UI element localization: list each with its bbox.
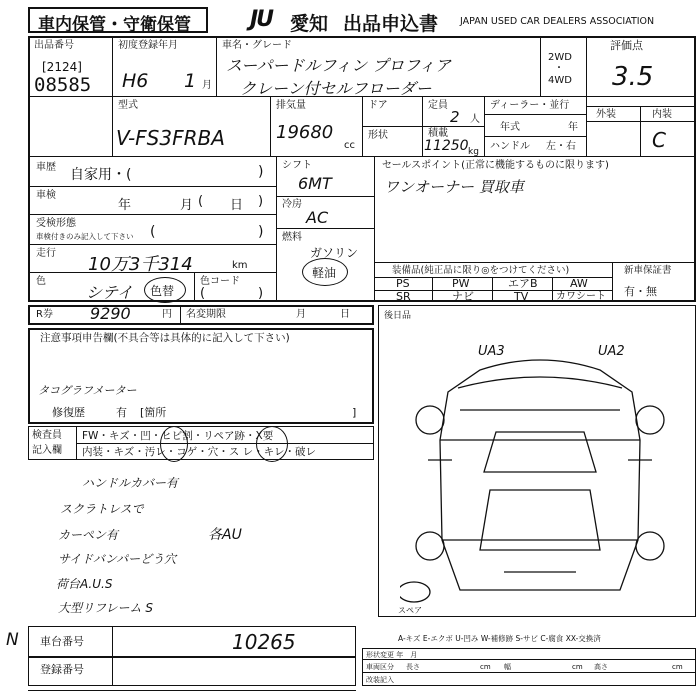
first-reg-month: 1 bbox=[184, 70, 197, 92]
remark-3: カーペン有 bbox=[58, 528, 119, 542]
equip-pw: PW bbox=[452, 277, 470, 290]
name-change-label: 名変期限 bbox=[186, 309, 226, 320]
drive-4wd: 4WD bbox=[548, 75, 572, 86]
rear-seat-label: 後日品 bbox=[384, 311, 412, 321]
model-value: V-FS3FRBA bbox=[116, 126, 225, 150]
dims-fix-label: 車両区分 bbox=[366, 663, 394, 671]
assoc-name: JAPAN USED CAR DEALERS ASSOCIATION bbox=[460, 16, 655, 27]
load-label: 積載 bbox=[428, 128, 448, 139]
equip-ps: PS bbox=[396, 277, 410, 290]
mileage-unit: km bbox=[232, 260, 248, 271]
remark-1: ハンドルカバー有 bbox=[82, 476, 179, 490]
dims-width-label: 幅 bbox=[504, 663, 511, 671]
car-name-line1: スーパードルフィン プロフィア bbox=[226, 56, 451, 75]
drive-2wd: 2WD bbox=[548, 52, 572, 63]
car-name-label: 車名・グレード bbox=[222, 40, 292, 51]
displacement-unit: cc bbox=[344, 140, 355, 151]
registration-label: 登録番号 bbox=[40, 663, 84, 676]
inspection-month: 月 bbox=[180, 198, 194, 213]
capacity-value: 2 bbox=[450, 108, 460, 126]
handle-options: 左・右 bbox=[546, 141, 576, 152]
doc-title: 出品申込書 bbox=[343, 13, 439, 35]
year-label: 年式 bbox=[500, 122, 520, 133]
spare-label: スペア bbox=[398, 606, 422, 615]
repair-location: [箇所 bbox=[140, 406, 167, 419]
rating-ext-label: 外装 bbox=[596, 109, 616, 120]
mileage-label: 走行 bbox=[36, 248, 56, 259]
dims-revision-label: 改装記入 bbox=[366, 676, 394, 684]
color-code-label: 色コード bbox=[200, 276, 240, 287]
inspection-year: 年 bbox=[118, 198, 132, 213]
inspection-paren-open: ( bbox=[198, 194, 204, 209]
storage-note: 車内保管・守衛保管 bbox=[38, 15, 191, 35]
selling-point-value: ワンオーナー 買取車 bbox=[384, 178, 524, 196]
equip-navi: ナビ bbox=[452, 290, 474, 303]
shape-label: 形状 bbox=[368, 130, 388, 141]
lot-label: 出品番号 bbox=[34, 40, 74, 51]
rating-label: 評価点 bbox=[610, 39, 643, 52]
history-close: ) bbox=[258, 164, 264, 180]
damage-mark-ua2: UA2 bbox=[598, 344, 625, 359]
equip-seat: カワシート bbox=[556, 291, 606, 302]
shift-value: 6MT bbox=[298, 174, 332, 193]
year-unit: 年 bbox=[568, 122, 578, 133]
mileage-value: 10万3千314 bbox=[88, 254, 193, 275]
capacity-unit: 人 bbox=[470, 114, 480, 125]
inspector-label2: 記入欄 bbox=[32, 445, 62, 456]
fuel-label: 燃料 bbox=[282, 232, 302, 243]
inspector-circle-a bbox=[160, 426, 188, 462]
displacement-value: 19680 bbox=[276, 122, 334, 143]
shift-label: シフト bbox=[282, 160, 312, 171]
lot-number: 08585 bbox=[34, 74, 92, 96]
org-name: 愛知 bbox=[290, 13, 329, 35]
recycle-value: 9290 bbox=[90, 304, 131, 323]
history-label: 車歴 bbox=[36, 162, 56, 173]
color-change: 色替 bbox=[150, 284, 175, 298]
repair-close: ] bbox=[352, 406, 357, 419]
name-change-month: 月 bbox=[296, 309, 306, 320]
name-change-day: 日 bbox=[340, 309, 350, 320]
damage-legend: A-キズ E-エクボ U-凹み W-補修跡 S-サビ C-腐食 XX-交換済 bbox=[398, 634, 601, 643]
rating-score: 3.5 bbox=[612, 62, 654, 92]
displacement-label: 排気量 bbox=[276, 100, 306, 111]
remark-5: 荷台A.U.S bbox=[56, 577, 113, 591]
model-label: 型式 bbox=[118, 100, 138, 111]
first-reg-month-unit: 月 bbox=[202, 80, 212, 91]
inspector-row1: FW・キズ・凹・ヒビ割・リペア跡・X要 bbox=[82, 430, 274, 442]
load-value: 11250 bbox=[424, 138, 469, 154]
ju-logo: JU bbox=[250, 7, 273, 32]
margin-mark: N bbox=[6, 630, 19, 650]
equip-tv: TV bbox=[514, 290, 529, 303]
dims-header: 形状変更 年 月 bbox=[366, 651, 418, 659]
damage-mark-ua3: UA3 bbox=[478, 344, 505, 359]
first-reg-label: 初度登録年月 bbox=[118, 40, 178, 51]
chassis-label: 車台番号 bbox=[40, 635, 84, 648]
received-paren-close: ) bbox=[258, 224, 264, 240]
inspection-paren-close: ) bbox=[258, 194, 264, 209]
notes-line1: タコグラフメーター bbox=[38, 384, 137, 397]
doors-label: ドア bbox=[368, 100, 388, 111]
color-change-circle bbox=[144, 277, 186, 303]
selling-point-label: セールスポイント(正常に機能するものに限ります) bbox=[382, 160, 609, 171]
dims-cm3: cm bbox=[672, 663, 683, 671]
lot-bracket: [2124] bbox=[42, 60, 82, 74]
remark-6: 大型リフレーム S bbox=[58, 601, 153, 615]
color-label: 色 bbox=[36, 276, 46, 287]
first-reg-era-year: H6 bbox=[122, 70, 149, 92]
repair-label: 修復歴 bbox=[52, 406, 85, 419]
fuel-circle bbox=[302, 258, 348, 286]
warranty-label: 新車保証書 bbox=[624, 265, 672, 276]
fuel-circled: 軽油 bbox=[312, 266, 337, 280]
rating-int-label: 内装 bbox=[652, 109, 672, 120]
remark-3b: 各AU bbox=[208, 527, 242, 543]
cooler-label: 冷房 bbox=[282, 199, 302, 210]
dims-cm1: cm bbox=[480, 663, 491, 671]
vehicle-diagram bbox=[400, 340, 680, 610]
dealer-label: ディーラー・並行 bbox=[490, 100, 570, 111]
color-code-paren-open: ( bbox=[200, 286, 206, 301]
car-name-line2: クレーン付セルフローダー bbox=[240, 79, 432, 98]
equip-sr: SR bbox=[396, 290, 411, 303]
inspector-circle-b bbox=[256, 426, 288, 462]
color-code-paren-close: ) bbox=[258, 286, 264, 301]
dims-height-label: 高さ bbox=[594, 663, 608, 671]
rating-int-grade: C bbox=[652, 128, 666, 152]
color-value: シテイ bbox=[86, 283, 133, 302]
recycle-unit: 円 bbox=[162, 309, 172, 320]
warranty-options: 有・無 bbox=[624, 285, 657, 298]
cooler-value: AC bbox=[306, 208, 329, 227]
received-note: 車検付きのみ記入して下さい bbox=[36, 232, 134, 241]
chassis-value: 10265 bbox=[232, 630, 296, 654]
equip-aw: AW bbox=[570, 277, 588, 290]
inspector-label1: 検査員 bbox=[32, 430, 62, 441]
fuel-value: ガソリン bbox=[310, 246, 359, 260]
drive-dot: ・ bbox=[554, 63, 564, 74]
dims-length-label: 長さ bbox=[406, 663, 420, 671]
load-unit: kg bbox=[468, 147, 479, 157]
received-label: 受検形態 bbox=[36, 218, 76, 229]
remark-4: サイドバンパーどう穴 bbox=[58, 552, 177, 566]
remark-2: スクラトレスで bbox=[60, 502, 144, 516]
inspection-day: 日 bbox=[230, 198, 244, 213]
history-value: 自家用・( bbox=[70, 167, 132, 183]
dims-cm2: cm bbox=[572, 663, 583, 671]
handle-label: ハンドル bbox=[490, 141, 530, 152]
repair-value: 有 bbox=[116, 406, 127, 419]
inspection-label: 車検 bbox=[36, 190, 56, 201]
recycle-label: R券 bbox=[36, 309, 53, 320]
inspector-row2: 内装・キズ・汚レ・コゲ・穴・ス レ・キレ・破レ bbox=[82, 446, 317, 458]
equipment-label: 装備品(純正品に限り◎をつけてください) bbox=[392, 265, 570, 276]
received-paren-open: ( bbox=[150, 224, 156, 240]
notes-label: 注意事項申告欄(不具合等は具体的に記入して下さい) bbox=[40, 332, 290, 344]
capacity-label: 定員 bbox=[428, 100, 448, 111]
equip-airbag: エアB bbox=[508, 277, 538, 290]
